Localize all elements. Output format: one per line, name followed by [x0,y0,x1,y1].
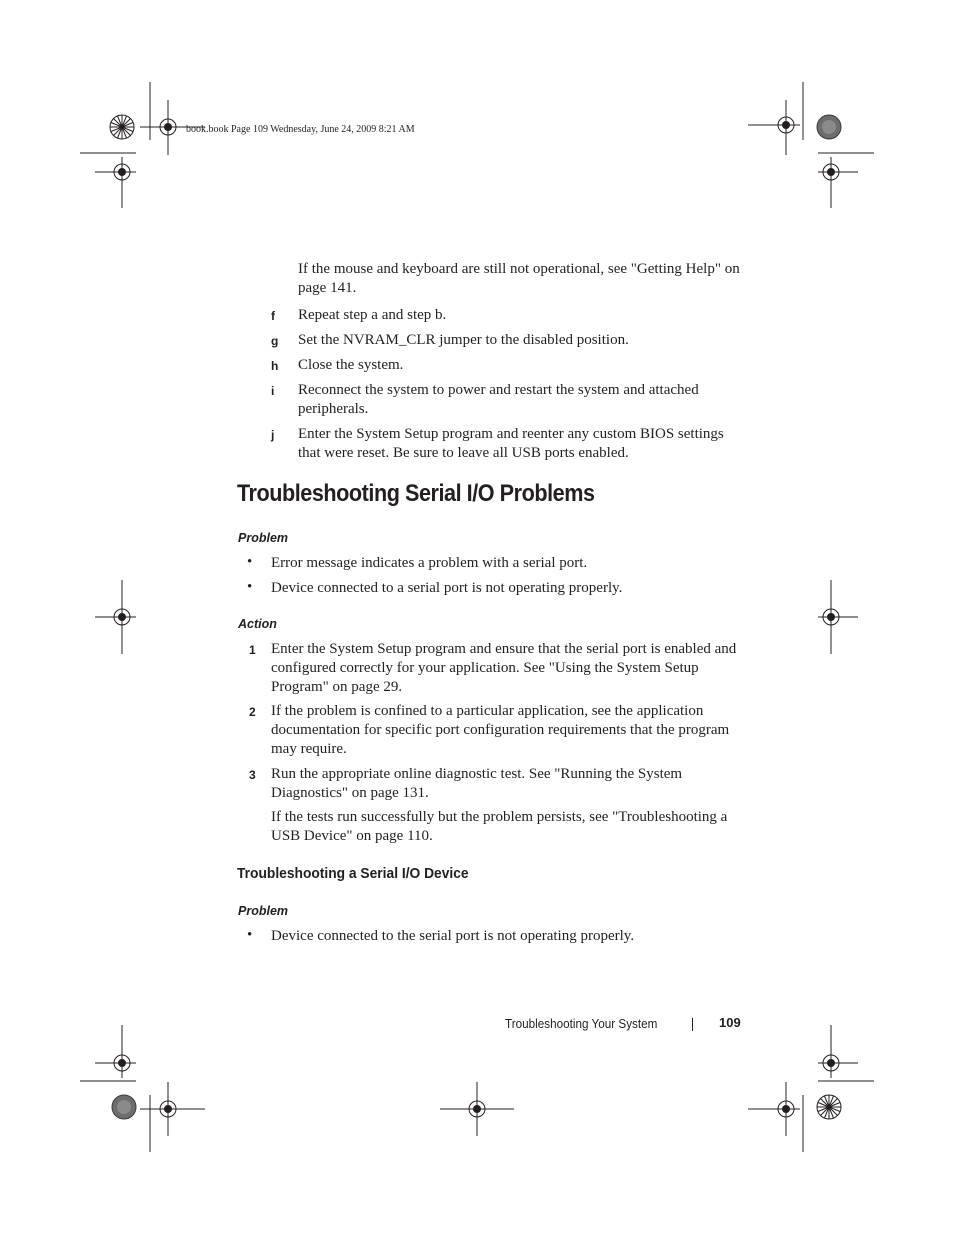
step-text: If the problem is confined to a particular application, see the application documentation for specific port configuration requirements that the program may require. [271,703,730,757]
step-text: Enter the System Setup program and ensure that the serial port is enabled and configured correctly for your application. See "Using the System Setup Program" on page 29. [271,641,737,695]
step-text: Reconnect the system to power and restart the system and attached peripherals. [298,382,699,417]
subsection-title: Troubleshooting a Serial I/O Device [237,865,469,882]
bullet-glyph: • [247,579,253,595]
step-label: f [271,309,275,323]
step-text: Close the system. [298,357,404,373]
step-number: 1 [249,643,256,657]
step-number: 3 [249,768,256,782]
print-slug: book.book Page 109 Wednesday, June 24, 2009 8:21 AM [186,124,415,135]
bullet-text: Device connected to the serial port is not operating properly. [271,928,635,944]
bullet-text: Device connected to a serial port is not operating properly. [271,580,623,596]
page-number: 109 [719,1015,741,1030]
footer-divider [692,1018,693,1031]
step-number: 2 [249,705,256,719]
step-text: Run the appropriate online diagnostic test. See "Running the System Diagnostics" on page 131. [271,766,683,801]
bullet-text: Error message indicates a problem with a serial port. [271,555,588,571]
intro-paragraph: If the mouse and keyboard are still not operational, see "Getting Help" on page 141. [298,261,740,296]
bullet-glyph: • [247,554,253,570]
step-text: Set the NVRAM_CLR jumper to the disabled position. [298,332,629,348]
step-label: g [271,334,279,348]
footer-chapter-title: Troubleshooting Your System [505,1016,658,1031]
problem-heading: Problem [238,904,289,918]
problem-heading: Problem [238,531,289,545]
step-label: j [271,428,275,442]
section-title: Troubleshooting Serial I/O Problems [237,480,595,507]
step-label: i [271,384,275,398]
step-label: h [271,359,279,373]
step-text: Repeat step a and step b. [298,307,447,323]
action-heading: Action [238,617,277,631]
step-text: Enter the System Setup program and reenter any custom BIOS settings that were reset. Be sure to leave all USB ports enabled. [298,426,724,461]
bullet-glyph: • [247,927,253,943]
action-note: If the tests run successfully but the problem persists, see "Troubleshooting a USB Device" on page 110. [271,809,728,844]
